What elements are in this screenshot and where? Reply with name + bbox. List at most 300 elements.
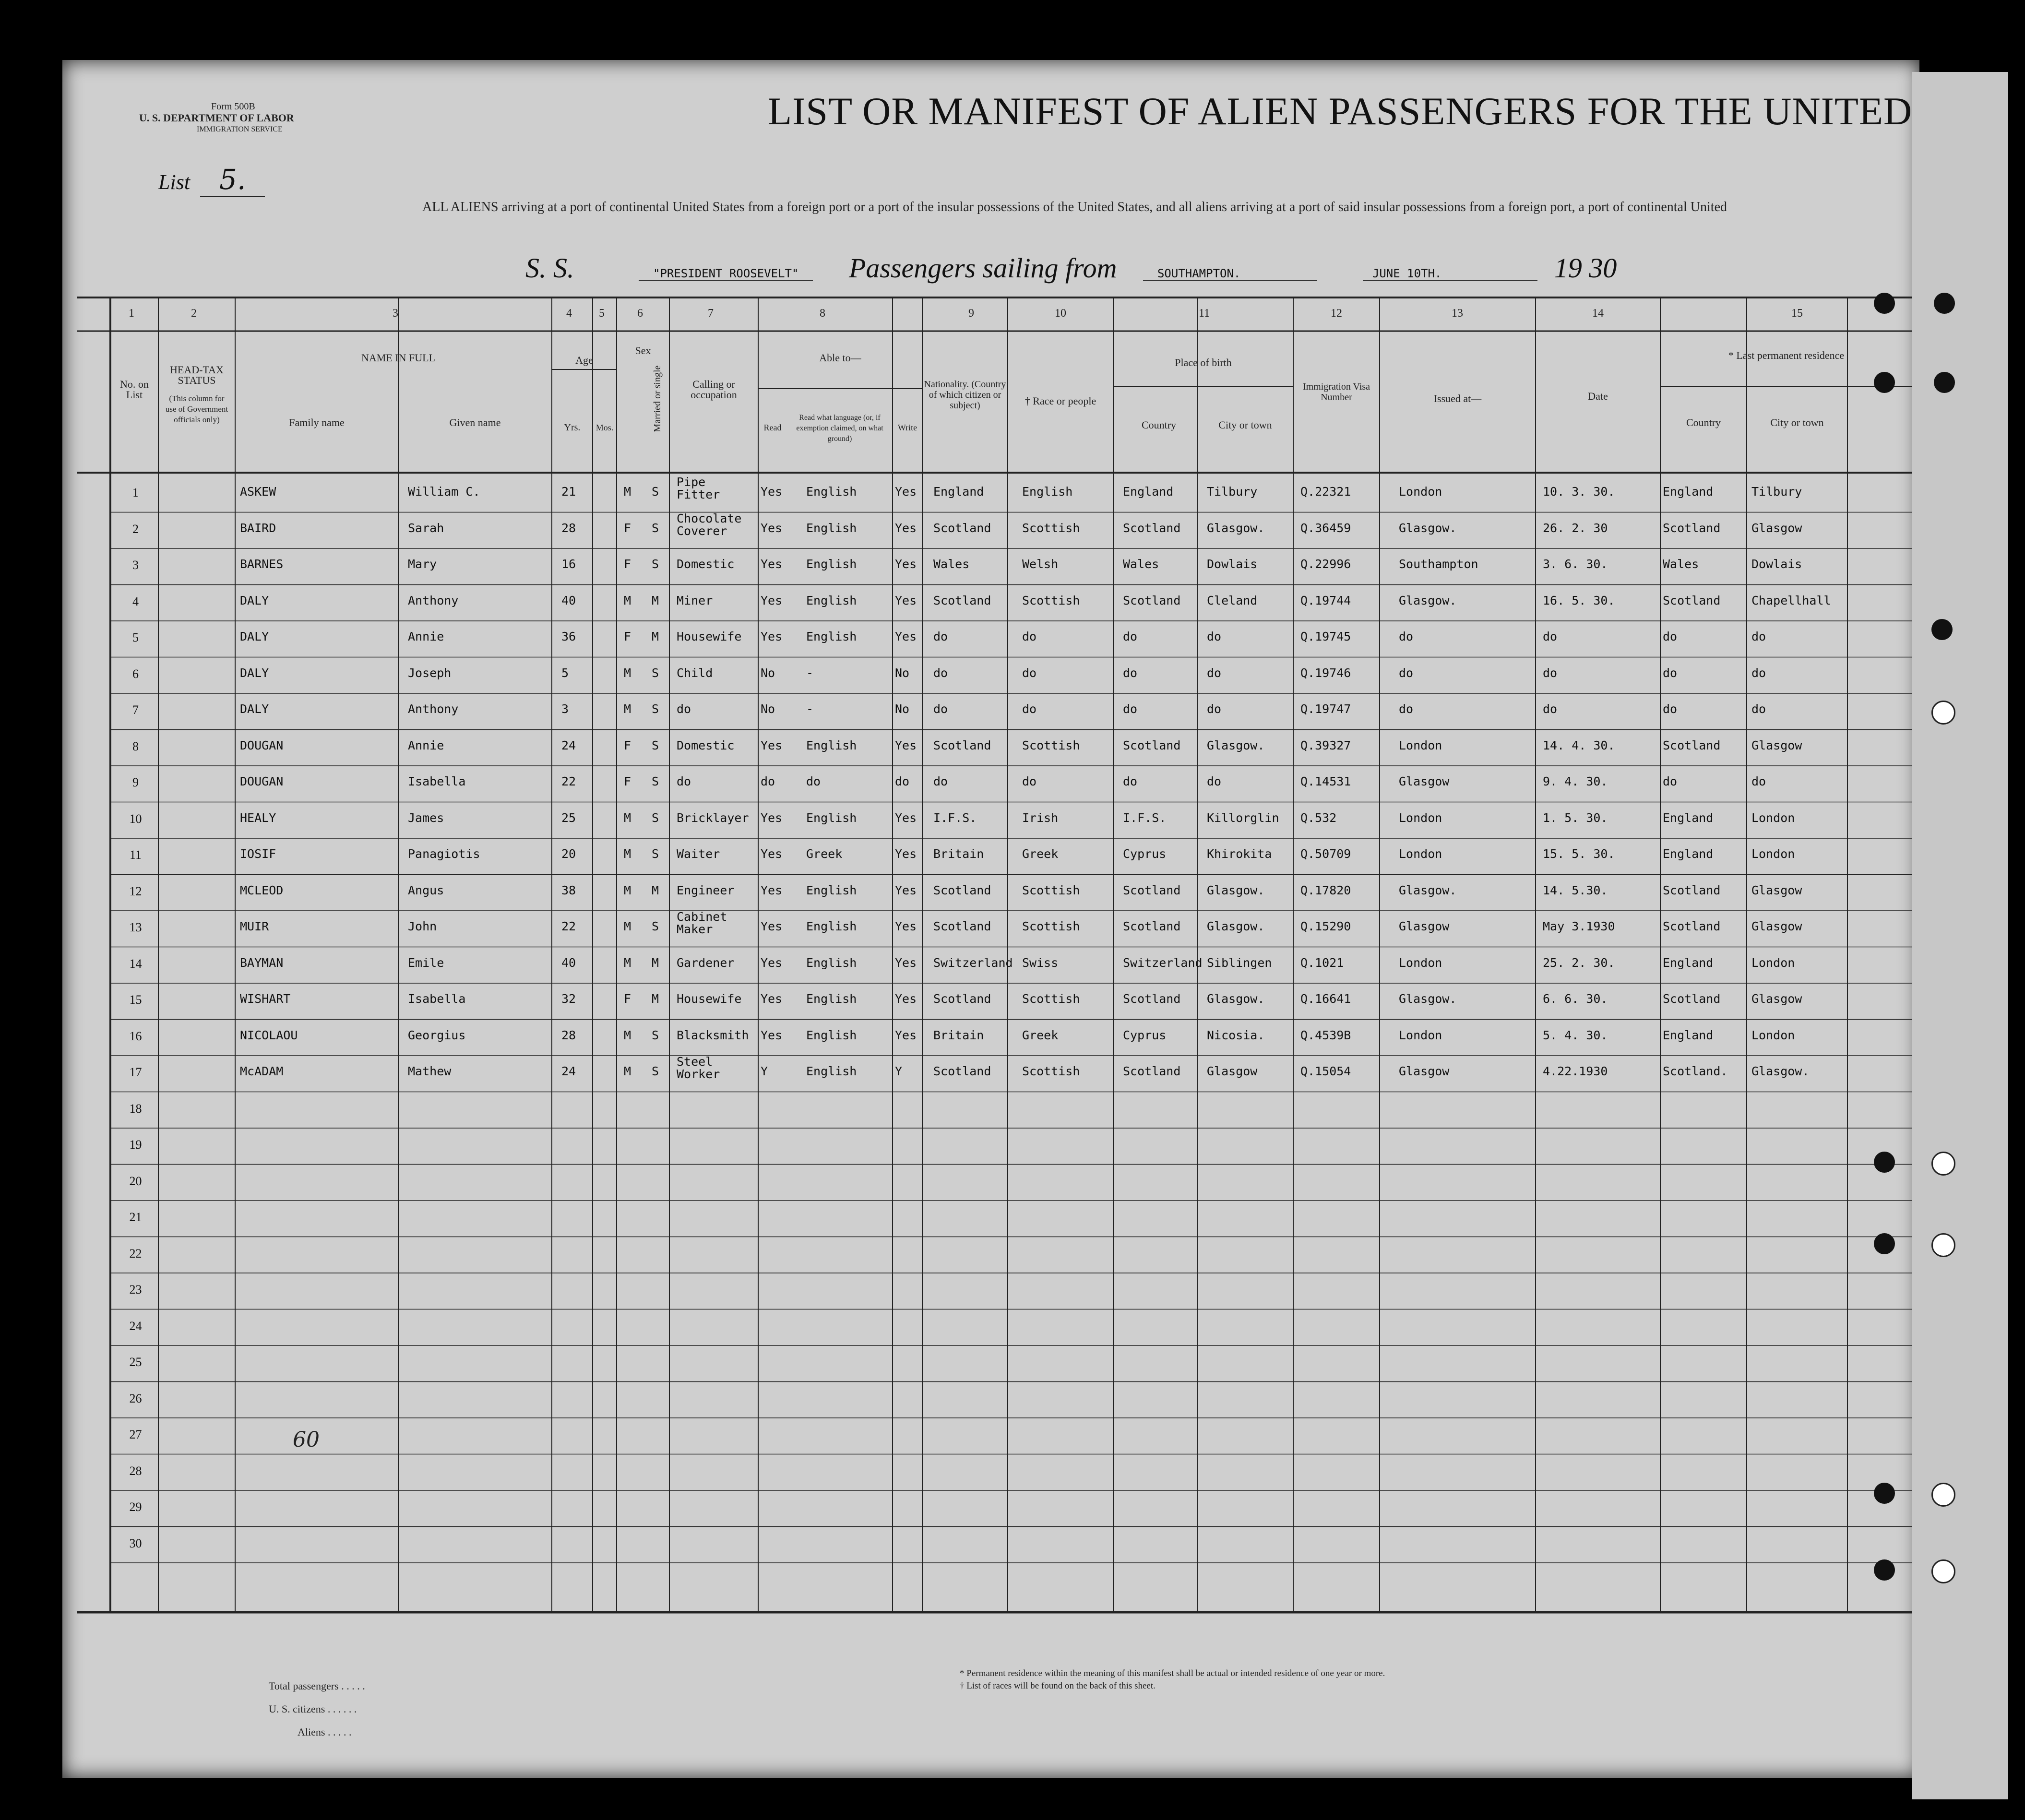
cell-family: DALY: [240, 630, 269, 643]
row-number: 7: [132, 703, 139, 717]
cell-bcity: Killorglin: [1207, 810, 1279, 825]
cell-bcountry: Scotland: [1123, 738, 1181, 752]
cell-bcountry: Cyprus: [1123, 1028, 1167, 1042]
col-head-tax-note: (This column for use of Government officials only): [165, 394, 228, 424]
list-number: 5.: [200, 163, 265, 197]
punch-hole: [1874, 1152, 1895, 1173]
cell-bcity: Cleland: [1207, 593, 1258, 607]
cell-ms: S: [652, 774, 659, 788]
cell-visa: Q.532: [1300, 810, 1337, 825]
cell-nat: Scotland: [933, 593, 991, 607]
cell-yrs: 16: [561, 557, 576, 571]
cell-bcountry: Scotland: [1123, 521, 1181, 535]
cell-read: Yes: [761, 955, 783, 970]
cell-rcountry: Scotland.: [1663, 1064, 1728, 1078]
cell-yrs: 22: [561, 774, 576, 788]
cell-issued: do: [1399, 666, 1414, 680]
cell-rcountry: England: [1663, 485, 1714, 499]
cell-occ: Waiter: [677, 847, 720, 861]
cell-given: John: [408, 919, 437, 933]
cell-issued: Glasgow: [1399, 1064, 1450, 1078]
row-number: 3: [132, 558, 139, 572]
cell-nat: Switzerland: [933, 955, 1013, 970]
cell-given: Anthony: [408, 593, 459, 607]
cell-race: Welsh: [1022, 557, 1059, 571]
cell-rcity: London: [1751, 1028, 1795, 1042]
cell-write: do: [895, 774, 910, 788]
cell-rcity: do: [1751, 630, 1766, 643]
cell-read: Yes: [761, 485, 783, 499]
cell-race: Scottish: [1022, 521, 1080, 535]
cell-race: Scottish: [1022, 738, 1080, 752]
punch-hole: [1874, 1559, 1895, 1581]
punch-hole: [1931, 1152, 1955, 1176]
cell-family: NICOLAOU: [240, 1028, 298, 1042]
cell-bcity: Glasgow: [1207, 1064, 1258, 1078]
cell-sex: F: [624, 557, 631, 571]
cell-read: Yes: [761, 810, 783, 825]
cell-race: Scottish: [1022, 992, 1080, 1006]
cell-visa: Q.17820: [1300, 883, 1351, 897]
cell-bcountry: England: [1123, 485, 1174, 499]
cell-lang: English: [806, 593, 857, 607]
cell-bcity: Glasgow.: [1207, 919, 1265, 933]
cell-yrs: 40: [561, 593, 576, 607]
form-number: Form 500B: [211, 101, 255, 112]
totals-block: Total passengers . . . . . U. S. citizens . . . . . . Aliens . . . . .: [269, 1680, 365, 1738]
footnotes: [960, 1667, 1385, 1692]
cell-read: No: [761, 702, 775, 716]
cell-family: DOUGAN: [240, 738, 284, 752]
cell-bcountry: Scotland: [1123, 919, 1181, 933]
cell-issued: do: [1399, 630, 1414, 643]
cell-read: Yes: [761, 738, 783, 752]
margin-number: 60: [293, 1427, 320, 1452]
cell-occ: Engineer: [677, 883, 735, 897]
col-nationality: Nationality. (Country of which citizen or subject): [924, 379, 1006, 411]
cell-nat: do: [933, 666, 948, 680]
cell-family: ASKEW: [240, 485, 276, 499]
cell-yrs: 20: [561, 847, 576, 861]
cell-rcity: London: [1751, 955, 1795, 970]
cell-rcity: Dowlais: [1751, 557, 1802, 571]
row-number: 23: [129, 1283, 142, 1297]
cell-rcountry: England: [1663, 955, 1714, 970]
punch-hole: [1931, 619, 1953, 640]
cell-given: Panagiotis: [408, 847, 480, 861]
col-write: Write: [897, 423, 917, 432]
cell-vdate: May 3.1930: [1543, 919, 1615, 933]
cell-nat: Britain: [933, 1028, 984, 1042]
cell-read: Yes: [761, 992, 783, 1006]
punch-hole: [1874, 293, 1895, 314]
cell-rcountry: do: [1663, 702, 1678, 716]
cell-race: do: [1022, 630, 1037, 643]
cell-nat: Britain: [933, 847, 984, 861]
col-birth-city: City or town: [1218, 419, 1272, 431]
cell-occ: Domestic: [677, 557, 735, 571]
cell-vdate: do: [1543, 702, 1558, 716]
cell-vdate: 9. 4. 30.: [1543, 774, 1608, 788]
department-name: U. S. DEPARTMENT OF LABOR: [139, 112, 294, 124]
column-number: 12: [1331, 307, 1342, 320]
cell-visa: Q.4539B: [1300, 1028, 1351, 1042]
cell-nat: Scotland: [933, 1064, 991, 1078]
cell-nat: Scotland: [933, 883, 991, 897]
cell-sex: F: [624, 521, 631, 535]
cell-lang: English: [806, 630, 857, 643]
cell-issued: London: [1399, 955, 1442, 970]
cell-vdate: 16. 5. 30.: [1543, 593, 1615, 607]
cell-bcity: Khirokita: [1207, 847, 1272, 861]
cell-race: Swiss: [1022, 955, 1059, 970]
col-issued-at: Issued at—: [1433, 393, 1482, 404]
cell-yrs: 24: [561, 738, 576, 752]
col-race: † Race or people: [1024, 395, 1096, 407]
cell-given: Anthony: [408, 702, 459, 716]
cell-family: DALY: [240, 702, 269, 716]
punch-hole: [1874, 1483, 1895, 1504]
cell-race: Scottish: [1022, 883, 1080, 897]
cell-rcountry: do: [1663, 774, 1678, 788]
footnote-races: † List of races will be found on the back of this sheet.: [960, 1681, 1155, 1691]
column-number: 9: [968, 307, 974, 320]
row-number: 17: [129, 1065, 142, 1079]
cell-yrs: 24: [561, 1064, 576, 1078]
cell-issued: Glasgow: [1399, 774, 1450, 788]
row-number: 5: [132, 630, 139, 644]
cell-family: WISHART: [240, 992, 291, 1006]
col-res-city: City or town: [1770, 416, 1824, 428]
cell-ms: S: [652, 521, 659, 535]
ship-name: "PRESIDENT ROOSEVELT": [639, 267, 813, 281]
col-given-name: Given name: [449, 416, 501, 428]
cell-read: Yes: [761, 883, 783, 897]
row-number: 4: [132, 594, 139, 608]
cell-vdate: 15. 5. 30.: [1543, 847, 1615, 861]
cell-bcountry: Switzerland: [1123, 955, 1203, 970]
cell-read: Y: [761, 1064, 768, 1078]
cell-issued: Glasgow.: [1399, 521, 1457, 535]
cell-occupation: Maker: [677, 922, 713, 936]
cell-rcity: Glasgow: [1751, 992, 1802, 1006]
col-calling: Calling or occupation: [691, 378, 737, 401]
cell-ms: S: [652, 847, 659, 861]
cell-vdate: 26. 2. 30: [1543, 521, 1608, 535]
cell-vdate: 4.22.1930: [1543, 1064, 1608, 1078]
cell-ms: S: [652, 738, 659, 752]
cell-yrs: 32: [561, 992, 576, 1006]
cell-race: Scottish: [1022, 1064, 1080, 1078]
cell-rcity: Glasgow.: [1751, 1064, 1810, 1078]
cell-occ: do: [677, 702, 691, 716]
row-number: 13: [129, 920, 142, 934]
cell-vdate: 25. 2. 30.: [1543, 955, 1615, 970]
cell-yrs: 40: [561, 955, 576, 970]
cell-nat: England: [933, 485, 984, 499]
cell-lang: English: [806, 919, 857, 933]
row-number: 10: [129, 811, 142, 826]
cell-family: DALY: [240, 666, 269, 680]
cell-family: McADAM: [240, 1064, 284, 1078]
cell-sex: M: [624, 955, 631, 970]
cell-issued: do: [1399, 702, 1414, 716]
cell-lang: English: [806, 1028, 857, 1042]
cell-rcountry: do: [1663, 666, 1678, 680]
cell-sex: M: [624, 666, 631, 680]
punch-hole: [1931, 1559, 1955, 1583]
cell-sex: F: [624, 992, 631, 1006]
cell-write: Yes: [895, 955, 917, 970]
cell-yrs: 3: [561, 702, 569, 716]
cell-family: IOSIF: [240, 847, 276, 861]
row-number: 25: [129, 1355, 142, 1369]
col-visa-date: Date: [1588, 390, 1608, 402]
cell-ms: M: [652, 992, 659, 1006]
cell-yrs: 25: [561, 810, 576, 825]
cell-yrs: 5: [561, 666, 569, 680]
column-number: 4: [566, 307, 572, 320]
cell-write: Y: [895, 1064, 903, 1078]
cell-visa: Q.50709: [1300, 847, 1351, 861]
cell-bcountry: Cyprus: [1123, 847, 1167, 861]
column-number: 10: [1055, 307, 1066, 320]
row-number: 12: [129, 884, 142, 898]
cell-nat: Scotland: [933, 919, 991, 933]
cell-sex: M: [624, 847, 631, 861]
cell-ms: S: [652, 666, 659, 680]
cell-read: Yes: [761, 593, 783, 607]
cell-lang: English: [806, 955, 857, 970]
cell-rcity: Tilbury: [1751, 485, 1802, 499]
cell-rcountry: Scotland: [1663, 593, 1721, 607]
cell-ms: M: [652, 955, 659, 970]
cell-sex: M: [624, 1064, 631, 1078]
cell-occ: do: [677, 774, 691, 788]
cell-bcity: Glasgow.: [1207, 738, 1265, 752]
col-read-language: Read what language (or, if exemption claimed, on what ground): [796, 414, 883, 443]
cell-occ: Child: [677, 666, 713, 680]
col-place-of-birth: Place of birth: [1175, 357, 1232, 369]
cell-occ: Bricklayer: [677, 810, 749, 825]
cell-race: Greek: [1022, 847, 1059, 861]
cell-vdate: 10. 3. 30.: [1543, 485, 1615, 499]
col-sex: Sex: [635, 345, 651, 357]
cell-bcountry: do: [1123, 774, 1138, 788]
cell-lang: English: [806, 1064, 857, 1078]
cell-rcity: London: [1751, 847, 1795, 861]
cell-bcity: Glasgow.: [1207, 521, 1265, 535]
cell-visa: Q.16641: [1300, 992, 1351, 1006]
cell-given: Annie: [408, 738, 444, 752]
page-title: LIST OR MANIFEST OF ALIEN PASSENGERS FOR THE UNITED: [768, 89, 1913, 133]
cell-race: Scottish: [1022, 593, 1080, 607]
row-number: 2: [132, 522, 139, 536]
cell-rcity: Glasgow: [1751, 883, 1802, 897]
cell-family: MUIR: [240, 919, 269, 933]
cell-read: Yes: [761, 557, 783, 571]
cell-rcity: Glasgow: [1751, 738, 1802, 752]
cell-visa: Q.19747: [1300, 702, 1351, 716]
cell-visa: Q.15290: [1300, 919, 1351, 933]
col-read: Read: [763, 423, 782, 432]
cell-rcountry: Scotland: [1663, 992, 1721, 1006]
cell-lang: -: [806, 702, 814, 716]
row-number: 22: [129, 1246, 142, 1261]
cell-vdate: 1. 5. 30.: [1543, 810, 1608, 825]
cell-bcity: Tilbury: [1207, 485, 1258, 499]
cell-occ: Domestic: [677, 738, 735, 752]
cell-race: Scottish: [1022, 919, 1080, 933]
cell-ms: S: [652, 557, 659, 571]
cell-issued: London: [1399, 738, 1442, 752]
cell-race: English: [1022, 485, 1073, 499]
cell-occ: Miner: [677, 593, 713, 607]
cell-bcountry: Scotland: [1123, 992, 1181, 1006]
cell-bcity: do: [1207, 666, 1222, 680]
cell-occ: Housewife: [677, 992, 742, 1006]
col-married-single: Married or single: [652, 365, 663, 432]
cell-ms: M: [652, 883, 659, 897]
sailing-label: Passengers sailing from: [848, 252, 1117, 284]
list-label: List: [158, 170, 191, 194]
cell-read: Yes: [761, 630, 783, 643]
cell-rcity: Glasgow: [1751, 521, 1802, 535]
cell-bcity: Glasgow.: [1207, 992, 1265, 1006]
cell-nat: Scotland: [933, 992, 991, 1006]
cell-given: Annie: [408, 630, 444, 643]
cell-sex: M: [624, 883, 631, 897]
sailing-year: 19 30: [1554, 252, 1617, 284]
punch-hole: [1931, 701, 1955, 725]
instructions-line-1: ALL ALIENS arriving at a port of continental United States from a foreign port or a port of the insular possessions of the United States, and all aliens arriving at a port of said insular possessions from a foreign port, a port of continental United: [422, 200, 1727, 214]
cell-vdate: 5. 4. 30.: [1543, 1028, 1608, 1042]
cell-write: Yes: [895, 847, 917, 861]
cell-bcity: Glasgow.: [1207, 883, 1265, 897]
cell-occupation: Fitter: [677, 488, 720, 501]
cell-bcountry: Scotland: [1123, 1064, 1181, 1078]
row-number: 14: [129, 956, 142, 971]
cell-family: HEALY: [240, 810, 276, 825]
punch-hole: [1931, 1483, 1955, 1507]
cell-bcountry: do: [1123, 702, 1138, 716]
cell-lang: English: [806, 883, 857, 897]
cell-visa: Q.19746: [1300, 666, 1351, 680]
cell-write: Yes: [895, 992, 917, 1006]
cell-family: DOUGAN: [240, 774, 284, 788]
cell-issued: Glasgow.: [1399, 992, 1457, 1006]
cell-bcity: do: [1207, 774, 1222, 788]
cell-yrs: 28: [561, 1028, 576, 1042]
punch-hole: [1874, 372, 1895, 393]
column-number: 5: [599, 307, 605, 320]
cell-bcity: Dowlais: [1207, 557, 1258, 571]
row-number: 26: [129, 1391, 142, 1405]
cell-given: Joseph: [408, 666, 452, 680]
cell-given: Mary: [408, 557, 437, 571]
cell-visa: Q.19744: [1300, 593, 1351, 607]
cell-lang: English: [806, 992, 857, 1006]
col-age: Age: [575, 354, 593, 366]
cell-issued: Glasgow: [1399, 919, 1450, 933]
cell-rcity: Glasgow: [1751, 919, 1802, 933]
cell-bcity: Nicosia.: [1207, 1028, 1265, 1042]
cell-rcity: do: [1751, 774, 1766, 788]
cell-family: BAIRD: [240, 521, 276, 535]
cell-bcountry: Scotland: [1123, 593, 1181, 607]
cell-rcity: do: [1751, 702, 1766, 716]
cell-occupation: Worker: [677, 1067, 720, 1081]
cell-lang: English: [806, 810, 857, 825]
cell-occupation: Pipe: [677, 475, 706, 489]
punch-hole: [1874, 1233, 1895, 1254]
cell-write: Yes: [895, 630, 917, 643]
cell-family: BARNES: [240, 557, 284, 571]
cell-lang: English: [806, 738, 857, 752]
cell-rcity: do: [1751, 666, 1766, 680]
column-number: 8: [820, 307, 825, 320]
row-number: 19: [129, 1138, 142, 1152]
row-number: 29: [129, 1500, 142, 1514]
cell-write: No: [895, 702, 910, 716]
cell-ms: S: [652, 1064, 659, 1078]
cell-family: BAYMAN: [240, 955, 284, 970]
cell-race: do: [1022, 774, 1037, 788]
row-number: 27: [129, 1427, 142, 1441]
row-number: 21: [129, 1210, 142, 1224]
cell-read: Yes: [761, 919, 783, 933]
cell-rcountry: do: [1663, 630, 1678, 643]
cell-sex: M: [624, 485, 631, 499]
cell-write: Yes: [895, 883, 917, 897]
cell-occ: Blacksmith: [677, 1028, 749, 1042]
column-number: 14: [1592, 307, 1604, 320]
row-number: 20: [129, 1174, 142, 1188]
col-name-in-full: NAME IN FULL: [361, 352, 435, 364]
column-number: 11: [1199, 307, 1210, 320]
column-number: 3: [393, 307, 398, 320]
cell-given: James: [408, 810, 444, 825]
cell-given: Mathew: [408, 1064, 452, 1078]
cell-ms: S: [652, 702, 659, 716]
cell-yrs: 28: [561, 521, 576, 535]
cell-nat: Scotland: [933, 521, 991, 535]
cell-yrs: 36: [561, 630, 576, 643]
column-number: 13: [1452, 307, 1463, 320]
cell-visa: Q.36459: [1300, 521, 1351, 535]
service-name: IMMIGRATION SERVICE: [197, 125, 283, 133]
cell-read: Yes: [761, 1028, 783, 1042]
cell-sex: M: [624, 919, 631, 933]
cell-given: Isabella: [408, 992, 466, 1006]
us-citizens-label: U. S. citizens: [269, 1703, 325, 1715]
cell-nat: do: [933, 630, 948, 643]
cell-lang: Greek: [806, 847, 843, 861]
cell-vdate: 6. 6. 30.: [1543, 992, 1608, 1006]
cell-sex: M: [624, 810, 631, 825]
cell-occupation: Cabinet: [677, 910, 727, 924]
cell-visa: Q.19745: [1300, 630, 1351, 643]
cell-vdate: 3. 6. 30.: [1543, 557, 1608, 571]
row-number: 6: [132, 666, 139, 681]
cell-given: Angus: [408, 883, 444, 897]
cell-nat: Scotland: [933, 738, 991, 752]
cell-visa: Q.15054: [1300, 1064, 1351, 1078]
cell-read: do: [761, 774, 775, 788]
cell-ms: M: [652, 593, 659, 607]
cell-write: Yes: [895, 485, 917, 499]
cell-nat: Wales: [933, 557, 970, 571]
